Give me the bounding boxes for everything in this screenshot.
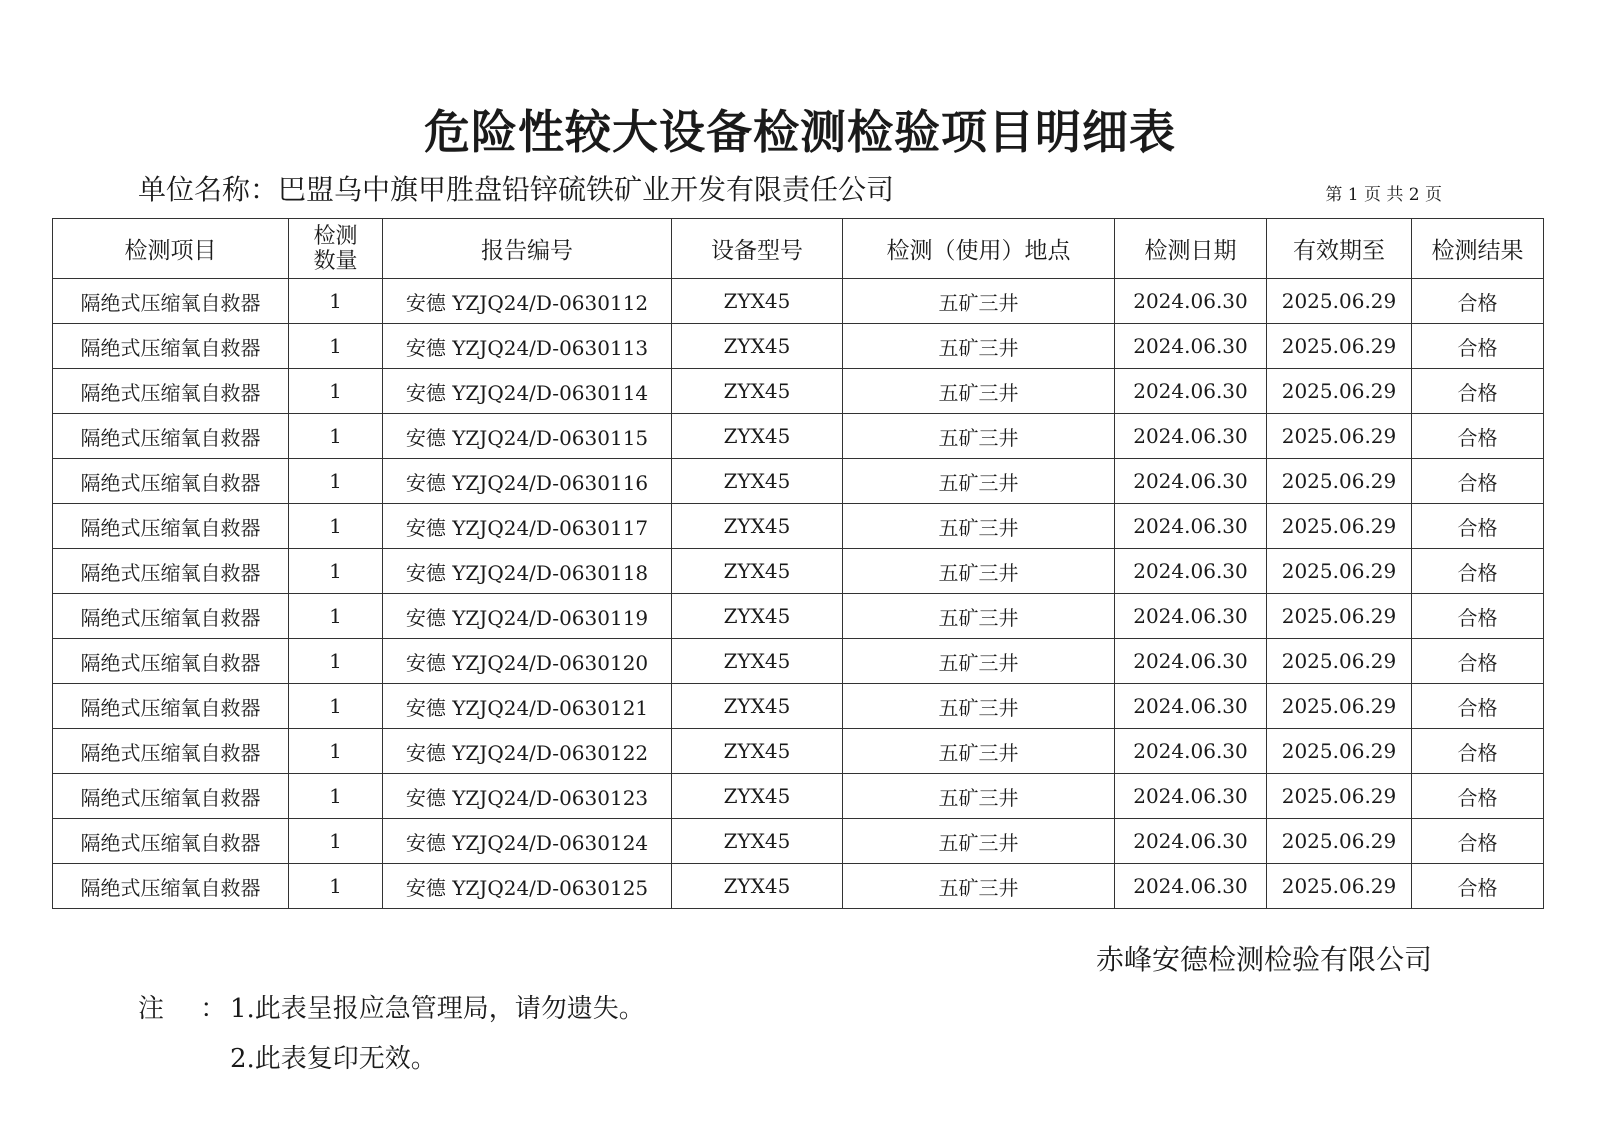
cell-test-date: 2024.06.30 [1115, 639, 1267, 684]
cell-item: 隔绝式压缩氧自救器 [53, 414, 289, 459]
cell-location: 五矿三井 [843, 504, 1115, 549]
cell-model: ZYX45 [672, 594, 843, 639]
cell-model: ZYX45 [672, 414, 843, 459]
cell-test-date: 2024.06.30 [1115, 684, 1267, 729]
cell-model: ZYX45 [672, 864, 843, 909]
table-row [53, 594, 1544, 639]
cell-result: 合格 [1412, 639, 1544, 684]
table-row [53, 414, 1544, 459]
cell-test-date: 2024.06.30 [1115, 774, 1267, 819]
cell-item: 隔绝式压缩氧自救器 [53, 729, 289, 774]
cell-location: 五矿三井 [843, 369, 1115, 414]
cell-valid-until: 2025.06.29 [1267, 684, 1412, 729]
cell-result: 合格 [1412, 549, 1544, 594]
cell-item: 隔绝式压缩氧自救器 [53, 774, 289, 819]
cell-report-number: 安德 YZJQ24/D-0630121 [383, 684, 672, 729]
table-row [53, 279, 1544, 324]
cell-model: ZYX45 [672, 504, 843, 549]
table-row [53, 774, 1544, 819]
cell-valid-until: 2025.06.29 [1267, 459, 1412, 504]
cell-quantity: 1 [289, 594, 383, 639]
cell-report-number: 安德 YZJQ24/D-0630120 [383, 639, 672, 684]
cell-quantity: 1 [289, 459, 383, 504]
cell-result: 合格 [1412, 504, 1544, 549]
table-row [53, 504, 1544, 549]
table-body [53, 279, 1544, 909]
cell-model: ZYX45 [672, 684, 843, 729]
cell-model: ZYX45 [672, 639, 843, 684]
cell-location: 五矿三井 [843, 774, 1115, 819]
cell-model: ZYX45 [672, 324, 843, 369]
cell-test-date: 2024.06.30 [1115, 459, 1267, 504]
cell-report-number: 安德 YZJQ24/D-0630119 [383, 594, 672, 639]
cell-test-date: 2024.06.30 [1115, 414, 1267, 459]
cell-result: 合格 [1412, 414, 1544, 459]
table-row [53, 684, 1544, 729]
cell-item: 隔绝式压缩氧自救器 [53, 864, 289, 909]
table-header [53, 219, 1544, 279]
table-row [53, 369, 1544, 414]
inspection-company: 赤峰安德检测检验有限公司 [1095, 943, 1432, 976]
note-item: 2.此表复印无效。 [230, 1044, 437, 1074]
cell-report-number: 安德 YZJQ24/D-0630115 [383, 414, 672, 459]
cell-report-number: 安德 YZJQ24/D-0630113 [383, 324, 672, 369]
cell-result: 合格 [1412, 819, 1544, 864]
cell-model: ZYX45 [672, 819, 843, 864]
cell-valid-until: 2025.06.29 [1267, 639, 1412, 684]
cell-quantity: 1 [289, 864, 383, 909]
cell-model: ZYX45 [672, 549, 843, 594]
cell-result: 合格 [1412, 864, 1544, 909]
cell-item: 隔绝式压缩氧自救器 [53, 639, 289, 684]
cell-quantity: 1 [289, 549, 383, 594]
cell-item: 隔绝式压缩氧自救器 [53, 549, 289, 594]
cell-model: ZYX45 [672, 774, 843, 819]
cell-item: 隔绝式压缩氧自救器 [53, 684, 289, 729]
cell-result: 合格 [1412, 774, 1544, 819]
cell-report-number: 安德 YZJQ24/D-0630112 [383, 279, 672, 324]
cell-test-date: 2024.06.30 [1115, 864, 1267, 909]
cell-report-number: 安德 YZJQ24/D-0630123 [383, 774, 672, 819]
cell-model: ZYX45 [672, 459, 843, 504]
cell-model: ZYX45 [672, 729, 843, 774]
cell-location: 五矿三井 [843, 414, 1115, 459]
cell-valid-until: 2025.06.29 [1267, 414, 1412, 459]
cell-valid-until: 2025.06.29 [1267, 729, 1412, 774]
cell-item: 隔绝式压缩氧自救器 [53, 369, 289, 414]
cell-quantity: 1 [289, 414, 383, 459]
cell-valid-until: 2025.06.29 [1267, 774, 1412, 819]
cell-valid-until: 2025.06.29 [1267, 594, 1412, 639]
header-quantity-line2: 数量 [313, 248, 358, 274]
cell-report-number: 安德 YZJQ24/D-0630125 [383, 864, 672, 909]
cell-item: 隔绝式压缩氧自救器 [53, 324, 289, 369]
cell-report-number: 安德 YZJQ24/D-0630114 [383, 369, 672, 414]
cell-location: 五矿三井 [843, 549, 1115, 594]
cell-test-date: 2024.06.30 [1115, 819, 1267, 864]
cell-quantity: 1 [289, 324, 383, 369]
header-model: 设备型号 [672, 219, 843, 279]
cell-location: 五矿三井 [843, 639, 1115, 684]
cell-quantity: 1 [289, 684, 383, 729]
cell-test-date: 2024.06.30 [1115, 369, 1267, 414]
cell-valid-until: 2025.06.29 [1267, 504, 1412, 549]
cell-location: 五矿三井 [843, 729, 1115, 774]
header-quantity [289, 219, 383, 279]
cell-report-number: 安德 YZJQ24/D-0630117 [383, 504, 672, 549]
cell-item: 隔绝式压缩氧自救器 [53, 279, 289, 324]
cell-model: ZYX45 [672, 369, 843, 414]
header-valid-until: 有效期至 [1267, 219, 1412, 279]
cell-test-date: 2024.06.30 [1115, 594, 1267, 639]
cell-valid-until: 2025.06.29 [1267, 549, 1412, 594]
cell-quantity: 1 [289, 819, 383, 864]
cell-item: 隔绝式压缩氧自救器 [53, 819, 289, 864]
table-row [53, 549, 1544, 594]
table-row [53, 459, 1544, 504]
cell-location: 五矿三井 [843, 819, 1115, 864]
cell-result: 合格 [1412, 459, 1544, 504]
cell-report-number: 安德 YZJQ24/D-0630118 [383, 549, 672, 594]
header-row [53, 219, 1544, 279]
cell-test-date: 2024.06.30 [1115, 504, 1267, 549]
cell-quantity: 1 [289, 369, 383, 414]
cell-location: 五矿三井 [843, 864, 1115, 909]
cell-location: 五矿三井 [843, 324, 1115, 369]
header-item: 检测项目 [53, 219, 289, 279]
cell-quantity: 1 [289, 504, 383, 549]
table-row [53, 324, 1544, 369]
page-indicator: 第 1 页 共 2 页 [1325, 185, 1442, 205]
cell-quantity: 1 [289, 279, 383, 324]
cell-valid-until: 2025.06.29 [1267, 864, 1412, 909]
note-item: 1.此表呈报应急管理局，请勿遗失。 [230, 994, 645, 1024]
table-row [53, 864, 1544, 909]
cell-quantity: 1 [289, 774, 383, 819]
cell-test-date: 2024.06.30 [1115, 279, 1267, 324]
cell-valid-until: 2025.06.29 [1267, 819, 1412, 864]
cell-test-date: 2024.06.30 [1115, 324, 1267, 369]
cell-location: 五矿三井 [843, 279, 1115, 324]
cell-valid-until: 2025.06.29 [1267, 279, 1412, 324]
cell-report-number: 安德 YZJQ24/D-0630122 [383, 729, 672, 774]
cell-test-date: 2024.06.30 [1115, 549, 1267, 594]
cell-location: 五矿三井 [843, 594, 1115, 639]
cell-report-number: 安德 YZJQ24/D-0630124 [383, 819, 672, 864]
notes-label: 注 ： [138, 994, 241, 1024]
header-report-number: 报告编号 [383, 219, 672, 279]
inspection-detail-table [52, 218, 1544, 909]
cell-report-number: 安德 YZJQ24/D-0630116 [383, 459, 672, 504]
cell-location: 五矿三井 [843, 459, 1115, 504]
cell-quantity: 1 [289, 729, 383, 774]
cell-result: 合格 [1412, 684, 1544, 729]
table-row [53, 819, 1544, 864]
header-test-date: 检测日期 [1115, 219, 1267, 279]
header-quantity-line1: 检测 [313, 223, 358, 249]
header-result: 检测结果 [1412, 219, 1544, 279]
header-location: 检测（使用）地点 [843, 219, 1115, 279]
cell-item: 隔绝式压缩氧自救器 [53, 504, 289, 549]
unit-name-line: 单位名称：巴盟乌中旗甲胜盘铅锌硫铁矿业开发有限责任公司 [138, 173, 895, 206]
cell-item: 隔绝式压缩氧自救器 [53, 459, 289, 504]
table-row [53, 729, 1544, 774]
cell-model: ZYX45 [672, 279, 843, 324]
table-row [53, 639, 1544, 684]
cell-result: 合格 [1412, 729, 1544, 774]
cell-result: 合格 [1412, 369, 1544, 414]
cell-valid-until: 2025.06.29 [1267, 324, 1412, 369]
cell-item: 隔绝式压缩氧自救器 [53, 594, 289, 639]
cell-test-date: 2024.06.30 [1115, 729, 1267, 774]
cell-result: 合格 [1412, 324, 1544, 369]
cell-result: 合格 [1412, 594, 1544, 639]
cell-result: 合格 [1412, 279, 1544, 324]
cell-valid-until: 2025.06.29 [1267, 369, 1412, 414]
cell-quantity: 1 [289, 639, 383, 684]
cell-location: 五矿三井 [843, 684, 1115, 729]
document-title: 危险性较大设备检测检验项目明细表 [424, 105, 1176, 159]
